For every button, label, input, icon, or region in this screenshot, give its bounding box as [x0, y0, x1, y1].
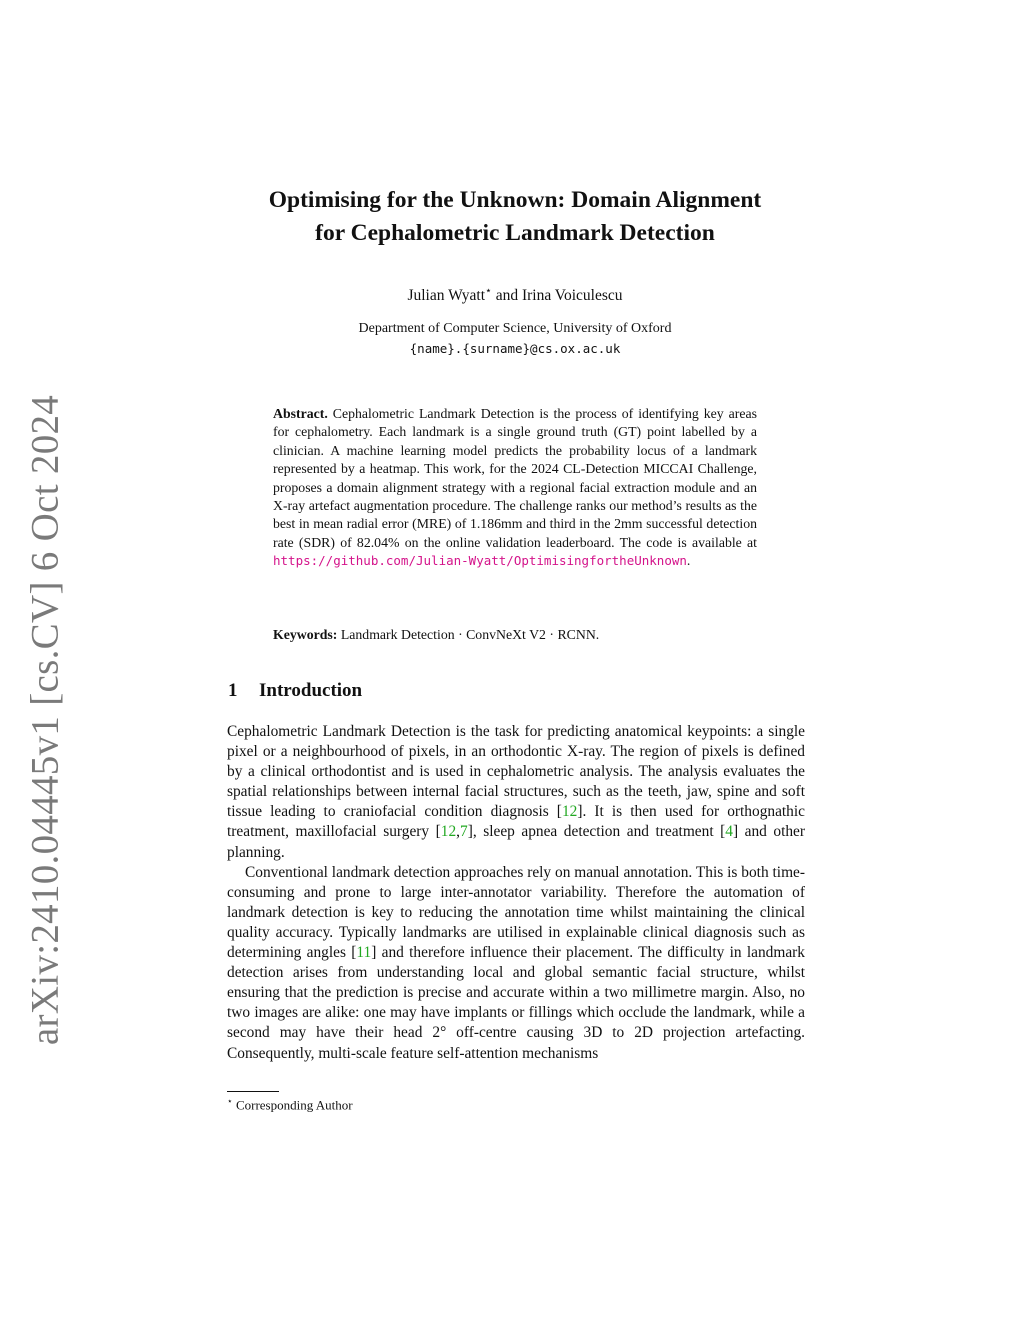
code-repository-link[interactable]: https://github.com/Julian-Wyatt/OptimisingfortheUnknown — [273, 553, 687, 569]
title-line-1: Optimising for the Unknown: Domain Alignment — [268, 187, 762, 213]
paragraph-1-text: Cephalometric Landmark Detection is the task for predicting anatomical keypoints: a single pixel or a neighbourhood of pixels, in an orthodontic X-ray. The region of pixels is defined by a clinical orthodontist and is used in cephalometric analysis. The analysis evaluates the spatial relationships between internal facial structures, such as the teeth, jaw, spine and soft tissue leading to craniofacial condition diagnosis [ — [227, 723, 805, 821]
paper-title — [200, 184, 830, 250]
paragraph-1-text: ], sleep apnea detection and treatment [ — [467, 823, 726, 841]
paragraph-2 — [227, 863, 805, 1064]
keywords-text: Landmark Detection · ConvNeXt V2 · RCNN. — [337, 627, 600, 642]
keywords — [273, 627, 757, 643]
abstract — [273, 405, 757, 571]
paragraph-2-text: Conventional landmark detection approaches rely on manual annotation. This is both time-consuming and prone to large inter-annotator variability. Therefore the automation of landmark detection is key to reducing the annotation time whilst maintaining the clinical quality accuracy. Typically landmarks are utilised in explainable clinical diagnosis such as determining angles [ — [227, 863, 805, 962]
abstract-label: Abstract. — [273, 406, 328, 421]
paragraph-1-text: ]. It is then used for orthognathic treatment, maxillofacial surgery [ — [227, 803, 805, 841]
paragraph-1-text: ] and other planning. — [227, 823, 806, 861]
abstract-end: . — [686, 553, 691, 569]
section-title: Introduction — [259, 680, 363, 701]
keywords-label: Keywords: — [273, 627, 338, 642]
footnote — [227, 1096, 353, 1113]
author-list — [200, 284, 830, 305]
citation-12[interactable]: 12 — [440, 823, 457, 841]
author-first: Julian Wyatt — [407, 287, 486, 305]
citation-7[interactable]: 7 — [460, 823, 468, 841]
paragraph-2-text: ] and therefore influence their placement. The difficulty in landmark detection arises from understanding local and global semantic facial structure, whilst ensuring that the prediction is precise and accurate within a two millimetre margin. Also, no two images are alike: one may have implants or fillings which occlude the landmark, while a second may have their head 2° off-centre causing 3D to 2D projection artefacting. Consequently, multi-scale feature self-attention mechanisms — [227, 944, 805, 1062]
section-number: 1 — [228, 680, 238, 701]
abstract-text: Cephalometric Landmark Detection is the process of identifying key areas for cephalometry. Each landmark is a single ground truth (GT) point labelled by a clinician. A machine learning model predicts the probability locus of a landmark represented by a heatmap. This work, for the 2024 CL-Detection MICCAI Challenge, proposes a domain alignment strategy with a regional facial extraction module and an X-ray artefact augmentation procedure. The challenge ranks our method’s results as the best in mean radial error (MRE) of 1.186mm and third in the 2mm successful detection rate (SDR) of 82.04% on the online validation leaderboard. The code is available at — [273, 406, 757, 550]
citation-11[interactable]: 11 — [356, 944, 372, 962]
citation-4[interactable]: 4 — [725, 823, 733, 841]
affiliation — [200, 319, 830, 359]
citation-12[interactable]: 12 — [561, 803, 578, 821]
footnote-mark: ⋆ — [227, 1096, 233, 1106]
author-rest: and Irina Voiculescu — [491, 287, 623, 305]
title-line-2: for Cephalometric Landmark Detection — [315, 220, 715, 246]
section-heading-introduction — [228, 680, 362, 702]
introduction-body — [227, 722, 805, 1064]
footnote-text: Corresponding Author — [232, 1097, 353, 1113]
department: Department of Computer Science, University of Oxford — [358, 321, 672, 336]
paragraph-1-text: , — [456, 823, 461, 841]
paragraph-1 — [227, 722, 805, 863]
author-email: {name}.{surname}@cs.ox.ac.uk — [409, 341, 621, 356]
footnote-rule — [227, 1091, 279, 1092]
corresponding-author-mark: ⋆ — [485, 285, 492, 297]
arxiv-identifier: arXiv:2410.04445v1 [cs.CV] 6 Oct 2024 — [23, 394, 67, 1046]
